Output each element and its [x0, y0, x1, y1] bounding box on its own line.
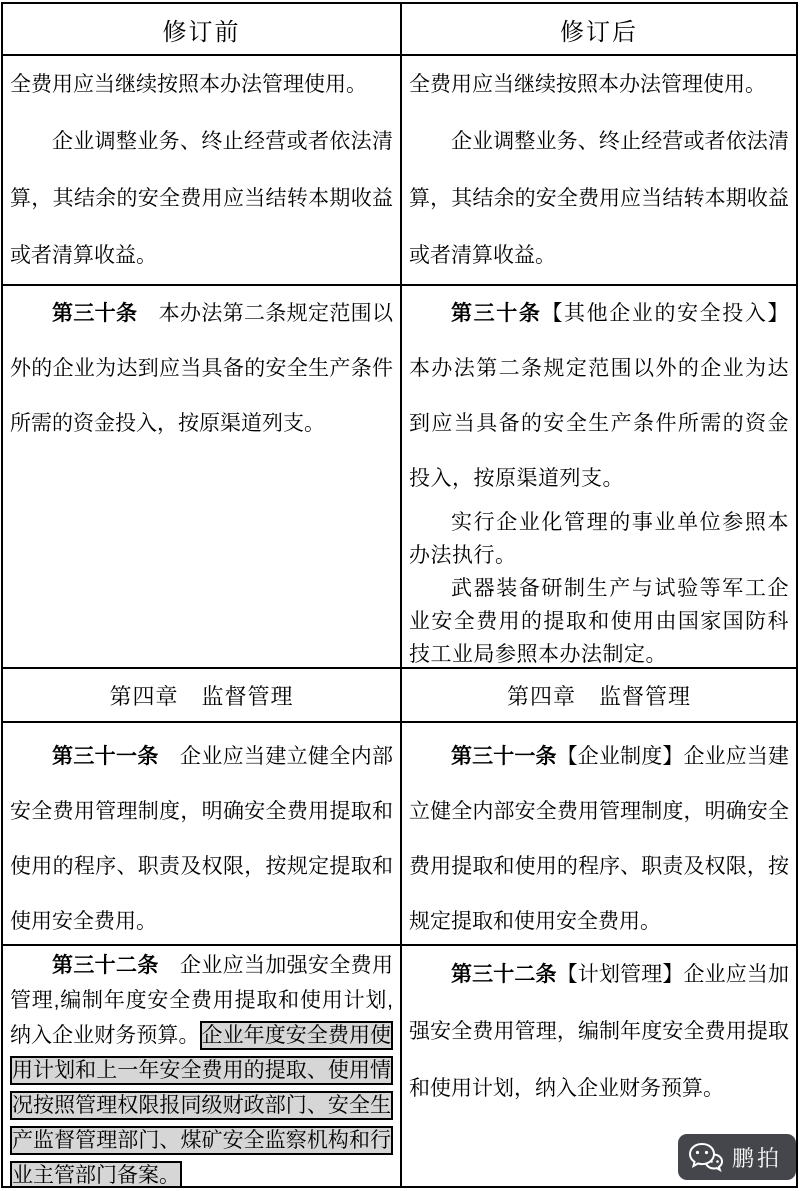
chapter-title: 第四章 监督管理	[506, 683, 691, 709]
column-header-before	[3, 4, 400, 54]
article-text: 本办法第二条规定范围以外的企业为达到应当具备的安全生产条件所需的资金投入，按原渠道列支。	[10, 302, 394, 435]
article-number: 第三十一条	[451, 745, 557, 768]
cell-article-32-before	[3, 946, 400, 1186]
article-number: 第三十一条	[52, 745, 159, 768]
header-after-label: 修订后	[560, 18, 638, 46]
paragraph: 武器装备研制生产与试验等军工企业安全费用的提取和使用由国家国防科技工业局参照本办法制定。	[409, 577, 789, 666]
article-text: 本办法第二条规定范围以外的企业为达到应当具备的安全生产条件所需的资金投入，按原渠道列支。	[409, 357, 789, 490]
watermark-badge	[678, 1134, 796, 1180]
article-tag: 【企业制度】	[556, 745, 684, 768]
chapter-title: 第四章 监督管理	[109, 683, 294, 709]
revision-comparison-table	[1, 2, 798, 1188]
article-tag: 【计划管理】	[556, 963, 684, 986]
cell-r1-after	[402, 56, 796, 284]
paragraph	[10, 948, 393, 1186]
article-number: 第三十二条	[451, 963, 557, 986]
paragraph-continuation: 全费用应当继续按照本办法管理使用。	[409, 73, 766, 96]
paragraph	[10, 729, 393, 944]
article-text: 企业应当加强安全费用管理,编制年度安全费用提取和使用计划,纳入企业财务预算。	[10, 954, 394, 1047]
wechat-chat-icon	[688, 1142, 724, 1172]
article-text: 企业应当建立健全内部安全费用管理制度，明确安全费用提取和使用的程序、职责及权限，按规定提取和使用安全费用。	[10, 745, 394, 933]
chapter-heading-after	[402, 669, 796, 721]
watermark-label: 鹏拍	[731, 1145, 782, 1171]
paragraph: 企业调整业务、终止经营或者依法清算，其结余的安全费用应当结转本期收益或者清算收益。	[409, 130, 789, 267]
paragraph-continuation: 全费用应当继续按照本办法管理使用。	[10, 73, 367, 96]
article-text: 企业应当建立健全内部安全费用管理制度，明确安全费用提取和使用的程序、职责及权限，按规定提取和使用安全费用。	[409, 745, 790, 933]
paragraph: 企业调整业务、终止经营或者依法清算，其结余的安全费用应当结转本期收益或者清算收益。	[10, 130, 393, 267]
cell-article-30-before	[3, 286, 400, 667]
highlighted-deleted-text: 企业年度安全费用使用计划和上一年安全费用的提取、使用情况按照管理权限报同级财政部门、安全生产监督管理部门、煤矿安全监察机构和行业主管部门备案。	[10, 1021, 393, 1186]
column-header-after	[402, 4, 796, 54]
article-tag: 【其他企业的安全投入】	[541, 302, 790, 325]
paragraph	[409, 946, 789, 1117]
cell-r1-before	[3, 56, 400, 284]
paragraph	[409, 729, 789, 944]
paragraph: 实行企业化管理的事业单位参照本办法执行。	[409, 511, 789, 567]
cell-article-31-before	[3, 723, 400, 944]
article-number: 第三十条	[52, 302, 138, 325]
chapter-heading-before	[3, 669, 400, 721]
paragraph	[10, 286, 393, 451]
header-before-label: 修订前	[162, 18, 241, 46]
cell-article-31-after	[402, 723, 796, 944]
article-text: 企业应当加强安全费用管理，编制年度安全费用提取和使用计划，纳入企业财务预算。	[409, 963, 790, 1100]
paragraph	[409, 286, 789, 506]
article-number: 第三十条	[451, 302, 542, 325]
cell-article-30-after	[402, 286, 796, 667]
article-number: 第三十二条	[52, 954, 159, 977]
